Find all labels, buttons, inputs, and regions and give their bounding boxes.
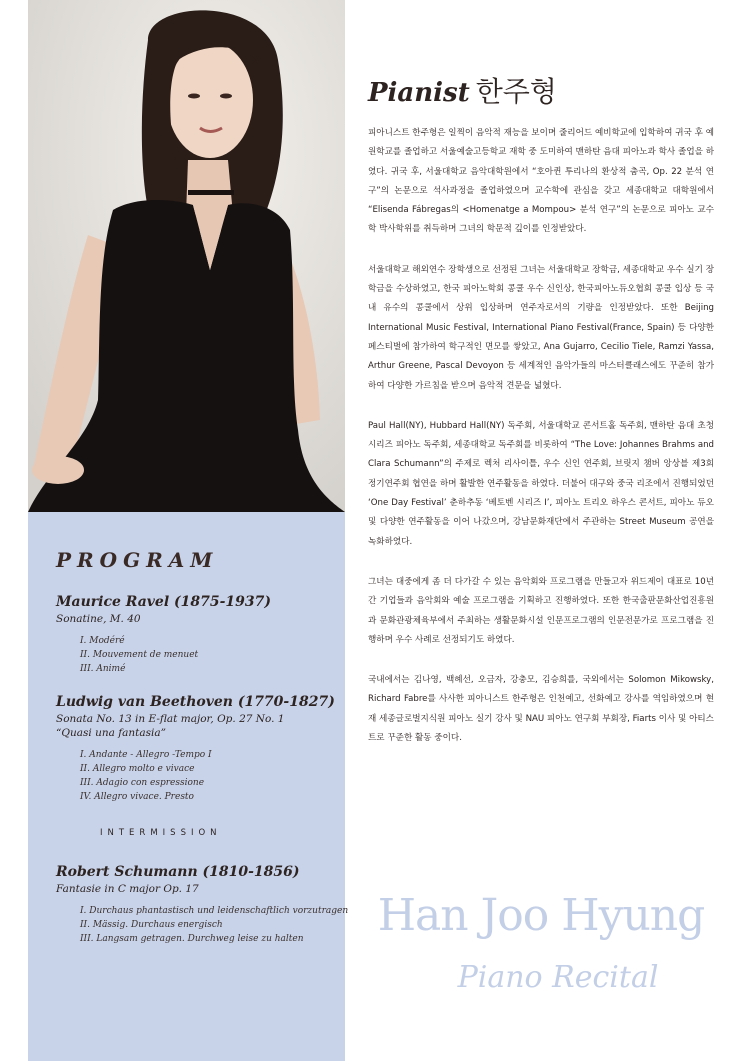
work-title: [56, 612, 356, 626]
movement: II. Allegro molto e vivace: [80, 764, 195, 774]
movement-list: [80, 904, 356, 946]
recital-name: Han Joo Hyung: [377, 890, 705, 941]
work-subtitle: “Quasi una fantasia”: [56, 727, 166, 739]
biography-column: [368, 0, 714, 1061]
bio-paragraph: 피아니스트 한주형은 일찍이 음악적 재능을 보이며 줄리어드 예비학교에 입학하여 귀국 후 예원학교를 졸업하고 서울예술고등학교 재학 중 도미하여 맨하탄 음대 피아노과 학사 졸업을 하였다. 귀국 후, 서울대학교 음악대학원에서 “호아퀸 투리나의 환상적 춤곡, Op. 22 분석 연구”의 논문으로 석사과정을 졸업하였으며 교수학에 관심을 갖고 세종대학교 대학원에서 “Elisenda Fábregas의 <Homenatge a Mompou> 분석 연구”의 논문으로 피아노 교수학 박사학위를 취득하며 그녀의 학문적 깊이를 인정받았다.: [368, 128, 714, 235]
composer-name: Robert Schumann (1810-1856): [56, 864, 300, 880]
pianist-photo: [28, 0, 345, 512]
composer-name: Ludwig van Beethoven (1770-1827): [56, 694, 335, 710]
movement: III. Animé: [80, 664, 126, 674]
movement-list: [80, 634, 356, 676]
program-section: [56, 548, 356, 964]
work-title: [56, 882, 356, 896]
work-title: [56, 712, 356, 740]
title-name-korean: 한주형: [475, 75, 557, 108]
intermission-label: INTERMISSION: [100, 828, 222, 838]
bio-paragraph: 국내에서는 김나영, 백혜선, 오금자, 강충모, 김승희를, 국외에서는 Solomon Mikowsky, Richard Fabre를 사사한 피아니스트 한주형은 인천예고, 선화예고 강사를 역임하였으며 현재 세종글로벌지식원 피아노 실기 강사 및 NAU 피아노 연구회 부회장, Fiarts 이사 및 아티스트로 꾸준한 활동 중이다.: [368, 675, 714, 744]
movement: IV. Allegro vivace. Presto: [80, 792, 194, 802]
piece-schumann: [56, 864, 356, 946]
movement: III. Langsam getragen. Durchweg leise zu halten: [80, 934, 304, 944]
title-pianist: Pianist: [368, 78, 470, 108]
piece-ravel: [56, 594, 356, 676]
movement-list: [80, 748, 356, 804]
bio-paragraph: Paul Hall(NY), Hubbard Hall(NY) 독주회, 서울대학교 콘서트홀 독주회, 맨하탄 음대 초청 시리즈 피아노 독주회, 세종대학교 독주회를 비롯하여 “The Love: Johannes Brahms and Clara Schumann”의 주제로 렉처 리사이틀, 우수 신인 연주회, 브릿지 챔버 앙상블 제3회 정기연주회 협연을 하며 활발한 연주활동을 하였다. 더불어 대구와 중국 리조에서 진행되었던 ‘One Day Festival’ 춘하추동 ‘베토벤 시리즈 I’, 피아노 트리오 하우스 콘서트, 피아노 듀오 및 다양한 연주활동을 이어 나갔으며, 강남문화재단에서 주관하는 Street Museum 공연을 녹화하였다.: [368, 420, 714, 547]
movement: I. Modéré: [80, 636, 125, 646]
work-name: Sonatine, M. 40: [56, 613, 141, 625]
recital-subtitle: Piano Recital: [457, 960, 659, 995]
movement: II. Mouvement de menuet: [80, 650, 199, 660]
movement: III. Adagio con espressione: [80, 778, 205, 788]
program-panel: [28, 0, 349, 1061]
movement: I. Durchaus phantastisch und leidenschaftlich vorzutragen: [80, 906, 349, 916]
movement: I. Andante - Allegro -Tempo I: [80, 750, 212, 760]
program-title: PROGRAM: [56, 548, 219, 572]
bio-paragraph: 그녀는 대중에게 좀 더 다가갈 수 있는 음악회와 프로그램을 만들고자 위드제이 대표로 10년간 기업들과 음악회와 예술 프로그램을 기획하고 진행하였다. 또한 한국출판문화산업진흥원과 문화관광체육부에서 주최하는 생활문화시설 인문프로그램의 인문전문가로 프로그램을 진행하며 우수 사례로 선정되기도 하였다.: [368, 576, 714, 645]
biography: [368, 124, 714, 769]
composer-name: Maurice Ravel (1875-1937): [56, 594, 271, 610]
pianist-portrait-illustration: [28, 0, 345, 512]
piece-beethoven: [56, 694, 356, 804]
work-name: Fantasie in C major Op. 17: [56, 883, 199, 895]
movement: II. Mässig. Durchaus energisch: [80, 920, 223, 930]
page-title: [368, 70, 557, 110]
bio-paragraph: 서울대학교 해외연수 장학생으로 선정된 그녀는 서울대학교 장학금, 세종대학교 우수 실기 장학금을 수상하였고, 한국 피아노학회 콩쿨 우수 신인상, 한국피아노듀오협회 콩쿨 입상 등 국내 유수의 콩쿨에서 상위 입상하며 연주자로서의 기량을 인정받았다. 또한 Beijing International Music Festival, International Piano Festival(France, Spain) 등 다양한 페스티벌에 참가하여 학구적인 면모를 쌓았고, Ana Gujarro, Cecilio Tiele, Ramzi Yassa, Arthur Greene, Pascal Devoyon 등 세계적인 음악가들의 마스터클래스에도 꾸준히 참가하여 다양한 가르침을 받으며 음악적 견문을 넓혔다.: [368, 264, 714, 391]
work-name: Sonata No. 13 in E-flat major, Op. 27 No. 1: [56, 713, 285, 725]
